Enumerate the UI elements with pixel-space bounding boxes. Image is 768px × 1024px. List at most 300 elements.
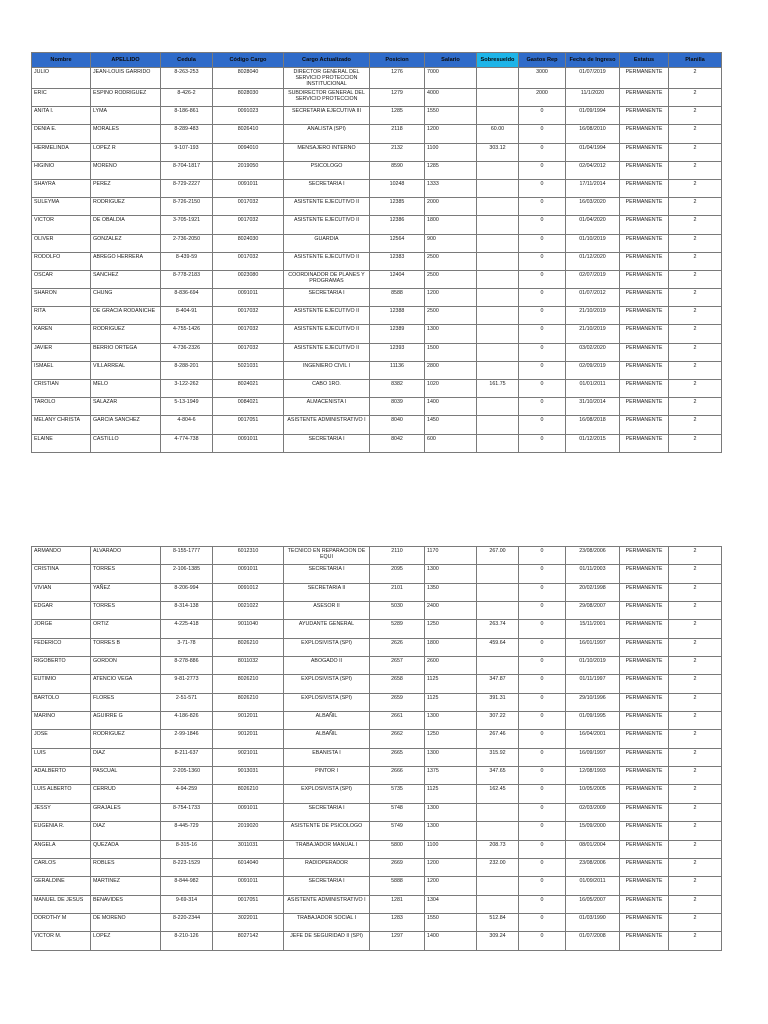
cell-codigo-cargo: 8028040 — [213, 68, 284, 89]
col-header-gastos-rep: Gastos Rep — [519, 53, 566, 68]
cell-planilla: 2 — [669, 602, 722, 620]
cell-codigo-cargo: 8026210 — [213, 675, 284, 693]
cell-sobresueldo — [477, 252, 519, 270]
cell-cargo-actualizado: SECRETARIA II — [284, 583, 370, 601]
cell-sobresueldo: 208.73 — [477, 840, 519, 858]
cell-planilla: 2 — [669, 748, 722, 766]
cell-nombre: TAROLO — [32, 398, 91, 416]
cell-apellido: ESPINO RODRIGUEZ — [91, 89, 161, 107]
cell-nombre: CRISTIAN — [32, 380, 91, 398]
table-row — [32, 89, 722, 107]
cell-gastos-rep: 0 — [519, 675, 566, 693]
cell-salario: 1450 — [425, 416, 477, 434]
cell-codigo-cargo: 8028030 — [213, 89, 284, 107]
table-row — [32, 895, 722, 913]
cell-posicion: 12388 — [370, 307, 425, 325]
cell-codigo-cargo: 8024030 — [213, 234, 284, 252]
cell-nombre: ANITA I. — [32, 107, 91, 125]
cell-fecha-ingreso: 23/08/2006 — [566, 858, 620, 876]
cell-cargo-actualizado: INGENIERO CIVIL I — [284, 361, 370, 379]
cell-planilla: 2 — [669, 216, 722, 234]
table-row — [32, 161, 722, 179]
cell-cedula: 8-278-886 — [161, 657, 213, 675]
cell-cargo-actualizado: TRABAJADOR SOCIAL I — [284, 913, 370, 931]
cell-apellido: GONZALEZ — [91, 234, 161, 252]
cell-fecha-ingreso: 31/10/2014 — [566, 398, 620, 416]
table-row — [32, 657, 722, 675]
cell-cargo-actualizado: EXPLOSIVISTA (SPI) — [284, 638, 370, 656]
table-row — [32, 289, 722, 307]
cell-salario: 7000 — [425, 68, 477, 89]
cell-salario: 1300 — [425, 803, 477, 821]
cell-gastos-rep: 0 — [519, 398, 566, 416]
cell-gastos-rep: 0 — [519, 198, 566, 216]
cell-apellido: PEREZ — [91, 179, 161, 197]
table-row — [32, 234, 722, 252]
cell-apellido: GARCIA SANCHEZ — [91, 416, 161, 434]
cell-cedula: 8-836-694 — [161, 289, 213, 307]
cell-cedula: 8-704-1817 — [161, 161, 213, 179]
cell-cedula: 2-51-571 — [161, 693, 213, 711]
cell-fecha-ingreso: 01/11/2003 — [566, 565, 620, 583]
cell-cargo-actualizado: ASISTENTE EJECUTIVO II — [284, 198, 370, 216]
cell-sobresueldo — [477, 361, 519, 379]
cell-planilla: 2 — [669, 803, 722, 821]
cell-cedula: 8-844-982 — [161, 877, 213, 895]
cell-cedula: 8-223-1529 — [161, 858, 213, 876]
cell-nombre: ANGELA — [32, 840, 91, 858]
cell-apellido: RODRIGUEZ — [91, 325, 161, 343]
cell-gastos-rep: 0 — [519, 748, 566, 766]
cell-apellido: GRAJALES — [91, 803, 161, 821]
cell-estatus: PERMANENTE — [620, 822, 669, 840]
cell-posicion: 8588 — [370, 289, 425, 307]
table-row — [32, 767, 722, 785]
cell-apellido: FLORES — [91, 693, 161, 711]
cell-codigo-cargo: 0017032 — [213, 307, 284, 325]
cell-apellido: ORTIZ — [91, 620, 161, 638]
cell-cedula: 4-225-418 — [161, 620, 213, 638]
cell-cedula: 8-314-138 — [161, 602, 213, 620]
cell-salario: 1304 — [425, 895, 477, 913]
cell-planilla: 2 — [669, 89, 722, 107]
cell-fecha-ingreso: 01/07/2019 — [566, 68, 620, 89]
cell-cargo-actualizado: TRABAJADOR MANUAL I — [284, 840, 370, 858]
cell-codigo-cargo: 3022011 — [213, 913, 284, 931]
cell-codigo-cargo: 8027142 — [213, 932, 284, 950]
cell-planilla: 2 — [669, 143, 722, 161]
cell-cargo-actualizado: ALMACENISTA I — [284, 398, 370, 416]
cell-fecha-ingreso: 16/04/2001 — [566, 730, 620, 748]
cell-apellido: CHUNG — [91, 289, 161, 307]
cell-salario: 2600 — [425, 657, 477, 675]
cell-nombre: DOROTHY M — [32, 913, 91, 931]
cell-nombre: BARTOLO — [32, 693, 91, 711]
cell-fecha-ingreso: 17/11/2014 — [566, 179, 620, 197]
table-row — [32, 434, 722, 452]
cell-cargo-actualizado: ASESOR II — [284, 602, 370, 620]
table-row — [32, 307, 722, 325]
table-row — [32, 602, 722, 620]
cell-gastos-rep: 0 — [519, 693, 566, 711]
cell-fecha-ingreso: 16/03/2020 — [566, 198, 620, 216]
cell-apellido: DE MORENO — [91, 913, 161, 931]
cell-cedula: 5-13-1949 — [161, 398, 213, 416]
cell-cedula: 8-778-2183 — [161, 270, 213, 288]
cell-estatus: PERMANENTE — [620, 361, 669, 379]
cell-salario: 1300 — [425, 325, 477, 343]
cell-posicion: 2101 — [370, 583, 425, 601]
col-header-fecha-ingreso: Fecha de Ingreso — [566, 53, 620, 68]
cell-nombre: OSCAR — [32, 270, 91, 288]
cell-estatus: PERMANENTE — [620, 547, 669, 565]
cell-fecha-ingreso: 16/08/2018 — [566, 416, 620, 434]
cell-posicion: 5030 — [370, 602, 425, 620]
cell-gastos-rep: 0 — [519, 161, 566, 179]
cell-nombre: JOSE — [32, 730, 91, 748]
cell-estatus: PERMANENTE — [620, 270, 669, 288]
cell-fecha-ingreso: 03/02/2020 — [566, 343, 620, 361]
cell-posicion: 2662 — [370, 730, 425, 748]
cell-sobresueldo — [477, 198, 519, 216]
col-header-codigo-cargo: Código Cargo — [213, 53, 284, 68]
cell-estatus: PERMANENTE — [620, 380, 669, 398]
cell-planilla: 2 — [669, 325, 722, 343]
cell-apellido: SALAZAR — [91, 398, 161, 416]
cell-salario: 1250 — [425, 620, 477, 638]
cell-planilla: 2 — [669, 307, 722, 325]
cell-sobresueldo — [477, 68, 519, 89]
cell-gastos-rep: 0 — [519, 785, 566, 803]
cell-nombre: MANUEL DE JESUS — [32, 895, 91, 913]
table-row — [32, 693, 722, 711]
cell-nombre: MELANY CHRISTA — [32, 416, 91, 434]
cell-apellido: LYMA — [91, 107, 161, 125]
cell-gastos-rep: 0 — [519, 434, 566, 452]
cell-cargo-actualizado: SECRETARIA I — [284, 565, 370, 583]
cell-posicion: 2132 — [370, 143, 425, 161]
cell-nombre: ERIC — [32, 89, 91, 107]
cell-salario: 2400 — [425, 602, 477, 620]
cell-fecha-ingreso: 01/09/2011 — [566, 877, 620, 895]
cell-nombre: MARINO — [32, 712, 91, 730]
cell-salario: 1200 — [425, 858, 477, 876]
cell-posicion: 1283 — [370, 913, 425, 931]
cell-salario: 2500 — [425, 252, 477, 270]
cell-posicion: 12385 — [370, 198, 425, 216]
cell-fecha-ingreso: 02/09/2019 — [566, 361, 620, 379]
cell-cargo-actualizado: EBANISTA I — [284, 748, 370, 766]
cell-sobresueldo — [477, 325, 519, 343]
cell-apellido: ABREGO HERRERA — [91, 252, 161, 270]
cell-nombre: SHAYRA — [32, 179, 91, 197]
cell-salario: 1400 — [425, 932, 477, 950]
cell-cedula: 2-205-1360 — [161, 767, 213, 785]
table-row — [32, 748, 722, 766]
cell-cargo-actualizado: ASISTENTE EJECUTIVO II — [284, 325, 370, 343]
cell-apellido: AGUIRRE G — [91, 712, 161, 730]
cell-salario: 4000 — [425, 89, 477, 107]
table-row — [32, 270, 722, 288]
cell-codigo-cargo: 0023080 — [213, 270, 284, 288]
cell-apellido: BENAVIDES — [91, 895, 161, 913]
cell-planilla: 2 — [669, 416, 722, 434]
cell-cedula: 2-99-1846 — [161, 730, 213, 748]
cell-cedula: 8-155-1777 — [161, 547, 213, 565]
cell-posicion: 5735 — [370, 785, 425, 803]
staff-table-bottom — [31, 546, 722, 951]
cell-salario: 1300 — [425, 822, 477, 840]
cell-cedula: 8-211-637 — [161, 748, 213, 766]
cell-gastos-rep: 0 — [519, 270, 566, 288]
cell-gastos-rep: 0 — [519, 877, 566, 895]
cell-cedula: 9-81-2773 — [161, 675, 213, 693]
table-row — [32, 913, 722, 931]
cell-posicion: 10248 — [370, 179, 425, 197]
cell-sobresueldo — [477, 434, 519, 452]
cell-sobresueldo: 232.00 — [477, 858, 519, 876]
cell-apellido: DE GRACIA RODANICHE — [91, 307, 161, 325]
table-row — [32, 361, 722, 379]
cell-sobresueldo: 267.00 — [477, 547, 519, 565]
cell-estatus: PERMANENTE — [620, 416, 669, 434]
cell-posicion: 12393 — [370, 343, 425, 361]
cell-posicion: 8042 — [370, 434, 425, 452]
table-row — [32, 416, 722, 434]
cell-nombre: EUGENIA R. — [32, 822, 91, 840]
cell-gastos-rep: 0 — [519, 216, 566, 234]
cell-planilla: 2 — [669, 380, 722, 398]
cell-nombre: CARLOS — [32, 858, 91, 876]
cell-planilla: 2 — [669, 877, 722, 895]
table-row — [32, 858, 722, 876]
cell-codigo-cargo: 0017051 — [213, 416, 284, 434]
table-row — [32, 343, 722, 361]
cell-posicion: 1297 — [370, 932, 425, 950]
cell-salario: 1125 — [425, 693, 477, 711]
cell-sobresueldo — [477, 179, 519, 197]
cell-estatus: PERMANENTE — [620, 657, 669, 675]
staff-table-top — [31, 52, 722, 453]
cell-sobresueldo: 459.64 — [477, 638, 519, 656]
cell-cedula: 8-289-483 — [161, 125, 213, 143]
cell-planilla: 2 — [669, 895, 722, 913]
cell-cargo-actualizado: COORDINADOR DE PLANES Y PROGRAMAS — [284, 270, 370, 288]
cell-salario: 1125 — [425, 675, 477, 693]
cell-posicion: 12389 — [370, 325, 425, 343]
cell-fecha-ingreso: 01/03/1990 — [566, 913, 620, 931]
cell-sobresueldo — [477, 216, 519, 234]
cell-salario: 1125 — [425, 785, 477, 803]
cell-cargo-actualizado: ASISTENTE EJECUTIVO II — [284, 343, 370, 361]
cell-cargo-actualizado: CABO 1RO. — [284, 380, 370, 398]
cell-codigo-cargo: 6014040 — [213, 858, 284, 876]
cell-sobresueldo: 347.87 — [477, 675, 519, 693]
cell-cargo-actualizado: EXPLOSIVISTA (SPI) — [284, 785, 370, 803]
cell-fecha-ingreso: 16/08/2010 — [566, 125, 620, 143]
table-row — [32, 125, 722, 143]
cell-fecha-ingreso: 29/10/1996 — [566, 693, 620, 711]
cell-estatus: PERMANENTE — [620, 858, 669, 876]
cell-planilla: 2 — [669, 913, 722, 931]
header-row — [32, 53, 722, 68]
cell-cedula: 3-71-78 — [161, 638, 213, 656]
cell-gastos-rep: 2000 — [519, 89, 566, 107]
cell-nombre: HIGINIO — [32, 161, 91, 179]
cell-estatus: PERMANENTE — [620, 895, 669, 913]
cell-codigo-cargo: 0017032 — [213, 198, 284, 216]
cell-fecha-ingreso: 01/04/2020 — [566, 216, 620, 234]
cell-planilla: 2 — [669, 343, 722, 361]
cell-cedula: 4-774-738 — [161, 434, 213, 452]
cell-cargo-actualizado: RADIOPERADOR — [284, 858, 370, 876]
cell-cargo-actualizado: ALBAÑIL — [284, 712, 370, 730]
cell-sobresueldo — [477, 583, 519, 601]
cell-sobresueldo: 267.46 — [477, 730, 519, 748]
cell-estatus: PERMANENTE — [620, 565, 669, 583]
cell-posicion: 2669 — [370, 858, 425, 876]
cell-gastos-rep: 0 — [519, 602, 566, 620]
cell-sobresueldo — [477, 822, 519, 840]
cell-apellido: JEAN-LOUIS GARRIDO — [91, 68, 161, 89]
cell-fecha-ingreso: 16/09/1997 — [566, 748, 620, 766]
cell-estatus: PERMANENTE — [620, 252, 669, 270]
cell-posicion: 5289 — [370, 620, 425, 638]
cell-gastos-rep: 0 — [519, 125, 566, 143]
cell-salario: 1800 — [425, 638, 477, 656]
cell-fecha-ingreso: 15/11/2001 — [566, 620, 620, 638]
cell-posicion: 2658 — [370, 675, 425, 693]
cell-gastos-rep: 0 — [519, 107, 566, 125]
cell-cedula: 8-729-2227 — [161, 179, 213, 197]
cell-planilla: 2 — [669, 712, 722, 730]
cell-sobresueldo — [477, 234, 519, 252]
cell-gastos-rep: 0 — [519, 143, 566, 161]
cell-sobresueldo: 307.22 — [477, 712, 519, 730]
cell-fecha-ingreso: 10/05/2005 — [566, 785, 620, 803]
cell-sobresueldo — [477, 289, 519, 307]
cell-apellido: QUEZADA — [91, 840, 161, 858]
cell-salario: 1200 — [425, 289, 477, 307]
cell-posicion: 2659 — [370, 693, 425, 711]
cell-nombre: VIVIAN — [32, 583, 91, 601]
cell-posicion: 12383 — [370, 252, 425, 270]
cell-nombre: RODOLFO — [32, 252, 91, 270]
cell-gastos-rep: 0 — [519, 840, 566, 858]
col-header-planilla: Planilla — [669, 53, 722, 68]
cell-codigo-cargo: 0094010 — [213, 143, 284, 161]
cell-nombre: EDGAR — [32, 602, 91, 620]
cell-fecha-ingreso: 01/10/2019 — [566, 234, 620, 252]
table-row — [32, 68, 722, 89]
cell-planilla: 2 — [669, 565, 722, 583]
table-row — [32, 398, 722, 416]
cell-estatus: PERMANENTE — [620, 307, 669, 325]
cell-nombre: CRISTINA — [32, 565, 91, 583]
table-row — [32, 840, 722, 858]
cell-codigo-cargo: 0091023 — [213, 107, 284, 125]
cell-posicion: 1279 — [370, 89, 425, 107]
cell-gastos-rep: 0 — [519, 252, 566, 270]
cell-estatus: PERMANENTE — [620, 216, 669, 234]
table-row — [32, 712, 722, 730]
cell-apellido: TORRES — [91, 602, 161, 620]
cell-planilla: 2 — [669, 693, 722, 711]
cell-apellido: YAÑEZ — [91, 583, 161, 601]
cell-salario: 1350 — [425, 583, 477, 601]
cell-salario: 1550 — [425, 913, 477, 931]
table-row — [32, 107, 722, 125]
cell-codigo-cargo: 9013031 — [213, 767, 284, 785]
cell-estatus: PERMANENTE — [620, 840, 669, 858]
table-row — [32, 822, 722, 840]
cell-gastos-rep: 0 — [519, 638, 566, 656]
cell-fecha-ingreso: 01/12/2015 — [566, 434, 620, 452]
cell-apellido: VILLARREAL — [91, 361, 161, 379]
cell-gastos-rep: 0 — [519, 361, 566, 379]
cell-apellido: LOPEZ — [91, 932, 161, 950]
cell-codigo-cargo: 0017032 — [213, 343, 284, 361]
cell-nombre: JORGE — [32, 620, 91, 638]
cell-planilla: 2 — [669, 398, 722, 416]
cell-planilla: 2 — [669, 179, 722, 197]
cell-posicion: 1285 — [370, 107, 425, 125]
cell-nombre: DENIA E. — [32, 125, 91, 143]
cell-estatus: PERMANENTE — [620, 234, 669, 252]
cell-posicion: 2118 — [370, 125, 425, 143]
cell-apellido: DE OBALDIA — [91, 216, 161, 234]
cell-fecha-ingreso: 11/1/2020 — [566, 89, 620, 107]
cell-salario: 1285 — [425, 161, 477, 179]
cell-cedula: 4-736-2326 — [161, 343, 213, 361]
cell-posicion: 11136 — [370, 361, 425, 379]
cell-planilla: 2 — [669, 125, 722, 143]
cell-estatus: PERMANENTE — [620, 693, 669, 711]
cell-cargo-actualizado: TECNICO EN REPARACION DE EQUI — [284, 547, 370, 565]
cell-gastos-rep: 0 — [519, 803, 566, 821]
cell-apellido: TORRES B — [91, 638, 161, 656]
cell-sobresueldo — [477, 602, 519, 620]
cell-posicion: 2661 — [370, 712, 425, 730]
cell-sobresueldo — [477, 895, 519, 913]
table-row — [32, 877, 722, 895]
cell-estatus: PERMANENTE — [620, 712, 669, 730]
cell-codigo-cargo: 8011032 — [213, 657, 284, 675]
col-header-sobresueldo: Sobresueldo — [477, 53, 519, 68]
cell-nombre: FEDERICO — [32, 638, 91, 656]
cell-planilla: 2 — [669, 858, 722, 876]
cell-estatus: PERMANENTE — [620, 198, 669, 216]
cell-estatus: PERMANENTE — [620, 748, 669, 766]
cell-gastos-rep: 0 — [519, 913, 566, 931]
cell-nombre: LUIS — [32, 748, 91, 766]
cell-estatus: PERMANENTE — [620, 785, 669, 803]
cell-codigo-cargo: 8024021 — [213, 380, 284, 398]
cell-apellido: ROBLES — [91, 858, 161, 876]
cell-planilla: 2 — [669, 234, 722, 252]
cell-planilla: 2 — [669, 730, 722, 748]
cell-sobresueldo: 60.00 — [477, 125, 519, 143]
cell-gastos-rep: 0 — [519, 325, 566, 343]
cell-estatus: PERMANENTE — [620, 767, 669, 785]
cell-codigo-cargo: 2019050 — [213, 161, 284, 179]
cell-fecha-ingreso: 21/10/2019 — [566, 307, 620, 325]
cell-estatus: PERMANENTE — [620, 877, 669, 895]
cell-nombre: GERALDINE — [32, 877, 91, 895]
table-row — [32, 547, 722, 565]
cell-posicion: 2626 — [370, 638, 425, 656]
cell-nombre: ELAINE — [32, 434, 91, 452]
